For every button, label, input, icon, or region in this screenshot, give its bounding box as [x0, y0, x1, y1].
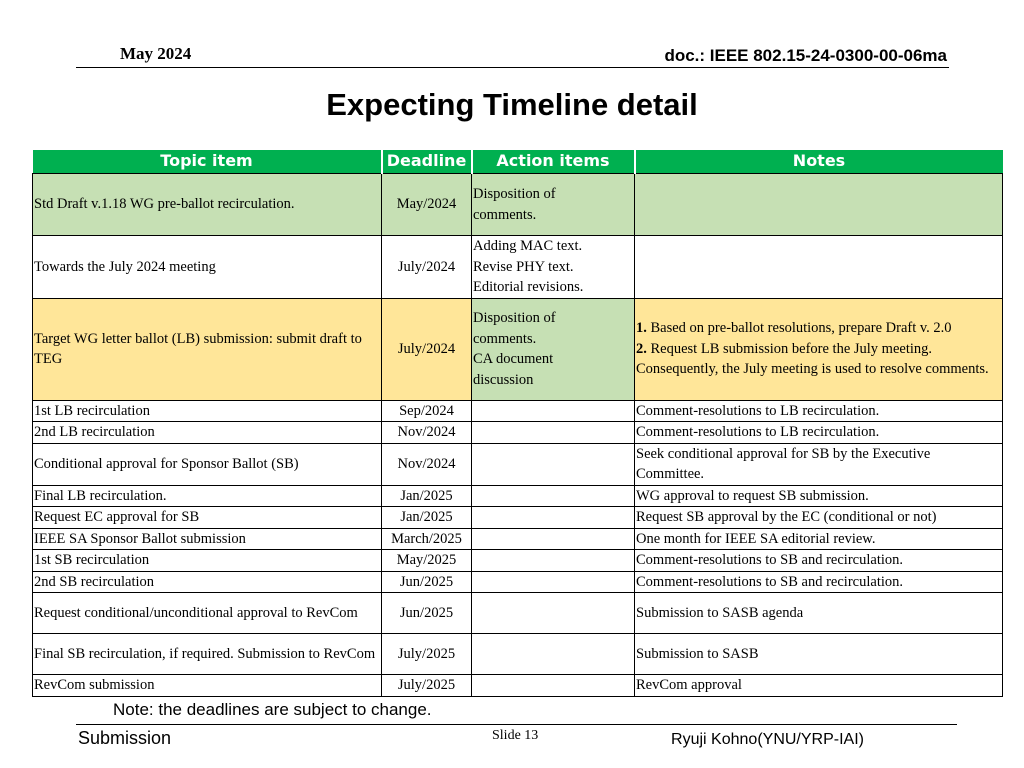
topic-cell: 2nd SB recirculation	[33, 571, 382, 593]
deadline-cell: May/2025	[382, 550, 472, 572]
note-number: 2.	[636, 340, 647, 357]
action-item-line: Revise PHY text.	[473, 258, 574, 275]
header-deadline: Deadline	[382, 150, 472, 174]
action-item-line: discussion	[473, 371, 534, 388]
note-line	[636, 318, 1001, 339]
note-line	[636, 507, 1001, 528]
table-row	[33, 298, 1003, 400]
table-row	[33, 593, 1003, 634]
timeline-table	[32, 150, 1003, 697]
note-text: Comment-resolutions to LB recirculation.	[636, 424, 880, 440]
table-row	[33, 422, 1003, 444]
notes-cell	[635, 675, 1003, 697]
action-items-cell	[472, 400, 635, 422]
notes-cell	[635, 571, 1003, 593]
table-body	[33, 174, 1003, 697]
footer-slide-number: Slide 13	[492, 728, 539, 743]
action-item-line: comments.	[473, 330, 537, 347]
note-text: Submission to SASB agenda	[636, 604, 804, 621]
action-items-cell	[472, 174, 635, 236]
topic-cell: Target WG letter ballot (LB) submission: submit draft to TEG	[33, 298, 382, 400]
note-text: Request SB approval by the EC (conditional or not)	[636, 509, 937, 525]
topic-cell: Towards the July 2024 meeting	[33, 236, 382, 299]
note-line	[636, 572, 1001, 593]
notes-cell	[635, 528, 1003, 550]
action-items-cell	[472, 593, 635, 634]
table-row	[33, 571, 1003, 593]
header-doc-id: doc.: IEEE 802.15-24-0300-00-06ma	[664, 46, 947, 65]
notes-cell	[635, 485, 1003, 507]
action-item-line: comments.	[473, 206, 537, 223]
table-row	[33, 675, 1003, 697]
topic-cell: 1st LB recirculation	[33, 400, 382, 422]
topic-cell: Final LB recirculation.	[33, 485, 382, 507]
topic-cell: Conditional approval for Sponsor Ballot (SB)	[33, 443, 382, 485]
deadline-cell: Jan/2025	[382, 485, 472, 507]
action-items-cell	[472, 443, 635, 485]
notes-cell	[635, 593, 1003, 634]
note-text: Based on pre-ballot resolutions, prepare Draft v. 2.0	[650, 320, 952, 337]
note-text: WG approval to request SB submission.	[636, 487, 869, 504]
action-items-cell	[472, 528, 635, 550]
action-items-cell	[472, 485, 635, 507]
deadline-cell: May/2024	[382, 174, 472, 236]
note-line	[636, 339, 1001, 380]
note-line	[636, 444, 1001, 485]
slide-title: Expecting Timeline detail	[326, 87, 698, 122]
footer-author: Ryuji Kohno(YNU/YRP-IAI)	[671, 731, 864, 748]
table-row	[33, 528, 1003, 550]
notes-cell	[635, 634, 1003, 675]
header-rule	[76, 67, 949, 68]
topic-cell: 1st SB recirculation	[33, 550, 382, 572]
deadline-note: Note: the deadlines are subject to change.	[113, 700, 432, 719]
note-text: Seek conditional approval for SB by the Executive Committee.	[636, 445, 931, 482]
table-row	[33, 236, 1003, 299]
action-item-line: Editorial revisions.	[473, 279, 584, 295]
deadline-cell: Nov/2024	[382, 422, 472, 444]
action-item-line: Disposition of	[473, 310, 556, 326]
action-items-cell	[472, 507, 635, 529]
header-action-items: Action items	[472, 150, 635, 174]
footer-rule	[76, 724, 957, 725]
note-line	[636, 486, 1001, 507]
deadline-cell: July/2025	[382, 675, 472, 697]
note-text: One month for IEEE SA editorial review.	[636, 530, 876, 547]
action-items-cell	[472, 298, 635, 400]
table-row	[33, 485, 1003, 507]
note-text: Request LB submission before the July meeting. Consequently, the July meeting is used to resolve comments.	[636, 340, 989, 378]
table-row	[33, 634, 1003, 675]
topic-cell: Std Draft v.1.18 WG pre-ballot recirculation.	[33, 174, 382, 236]
note-text: Comment-resolutions to LB recirculation.	[636, 402, 880, 419]
header-notes: Notes	[635, 150, 1003, 174]
deadline-cell: March/2025	[382, 528, 472, 550]
notes-cell	[635, 443, 1003, 485]
note-line	[636, 529, 1001, 550]
deadline-cell: Jun/2025	[382, 571, 472, 593]
table-row	[33, 443, 1003, 485]
action-items-cell	[472, 571, 635, 593]
table-header-row	[33, 150, 1003, 174]
topic-cell: RevCom submission	[33, 675, 382, 697]
topic-cell: Final SB recirculation, if required. Submission to RevCom	[33, 634, 382, 675]
table-row	[33, 550, 1003, 572]
notes-cell	[635, 236, 1003, 299]
action-items-cell	[472, 236, 635, 299]
topic-cell: IEEE SA Sponsor Ballot submission	[33, 528, 382, 550]
notes-cell	[635, 422, 1003, 444]
footer-submission: Submission	[78, 728, 172, 748]
table-row	[33, 400, 1003, 422]
note-text: Comment-resolutions to SB and recirculation.	[636, 573, 903, 590]
note-text: RevCom approval	[636, 677, 742, 693]
note-line	[636, 644, 1001, 665]
deadline-cell: Jun/2025	[382, 593, 472, 634]
header-date: May 2024	[120, 44, 192, 63]
deadline-cell: July/2024	[382, 298, 472, 400]
note-line	[636, 550, 1001, 571]
header-topic-item: Topic item	[33, 150, 382, 174]
action-items-cell	[472, 550, 635, 572]
action-item-line: Disposition of	[473, 186, 556, 202]
deadline-cell: Nov/2024	[382, 443, 472, 485]
topic-cell: 2nd LB recirculation	[33, 422, 382, 444]
action-items-cell	[472, 675, 635, 697]
note-line	[636, 603, 1001, 624]
note-number: 1.	[636, 320, 647, 337]
table-row	[33, 507, 1003, 529]
notes-cell	[635, 298, 1003, 400]
note-text: Comment-resolutions to SB and recirculation.	[636, 552, 903, 568]
deadline-cell: July/2024	[382, 236, 472, 299]
deadline-cell: Sep/2024	[382, 400, 472, 422]
deadline-cell: Jan/2025	[382, 507, 472, 529]
notes-cell	[635, 400, 1003, 422]
notes-cell	[635, 507, 1003, 529]
action-item-line: CA document	[473, 351, 554, 367]
table-row	[33, 174, 1003, 236]
notes-cell	[635, 550, 1003, 572]
note-line	[636, 675, 1001, 696]
note-line	[636, 422, 1001, 443]
topic-cell: Request conditional/unconditional approval to RevCom	[33, 593, 382, 634]
topic-cell: Request EC approval for SB	[33, 507, 382, 529]
action-item-line: Adding MAC text.	[473, 238, 583, 254]
note-text: Submission to SASB	[636, 645, 759, 662]
deadline-cell: July/2025	[382, 634, 472, 675]
action-items-cell	[472, 422, 635, 444]
action-items-cell	[472, 634, 635, 675]
note-line	[636, 401, 1001, 422]
notes-cell	[635, 174, 1003, 236]
